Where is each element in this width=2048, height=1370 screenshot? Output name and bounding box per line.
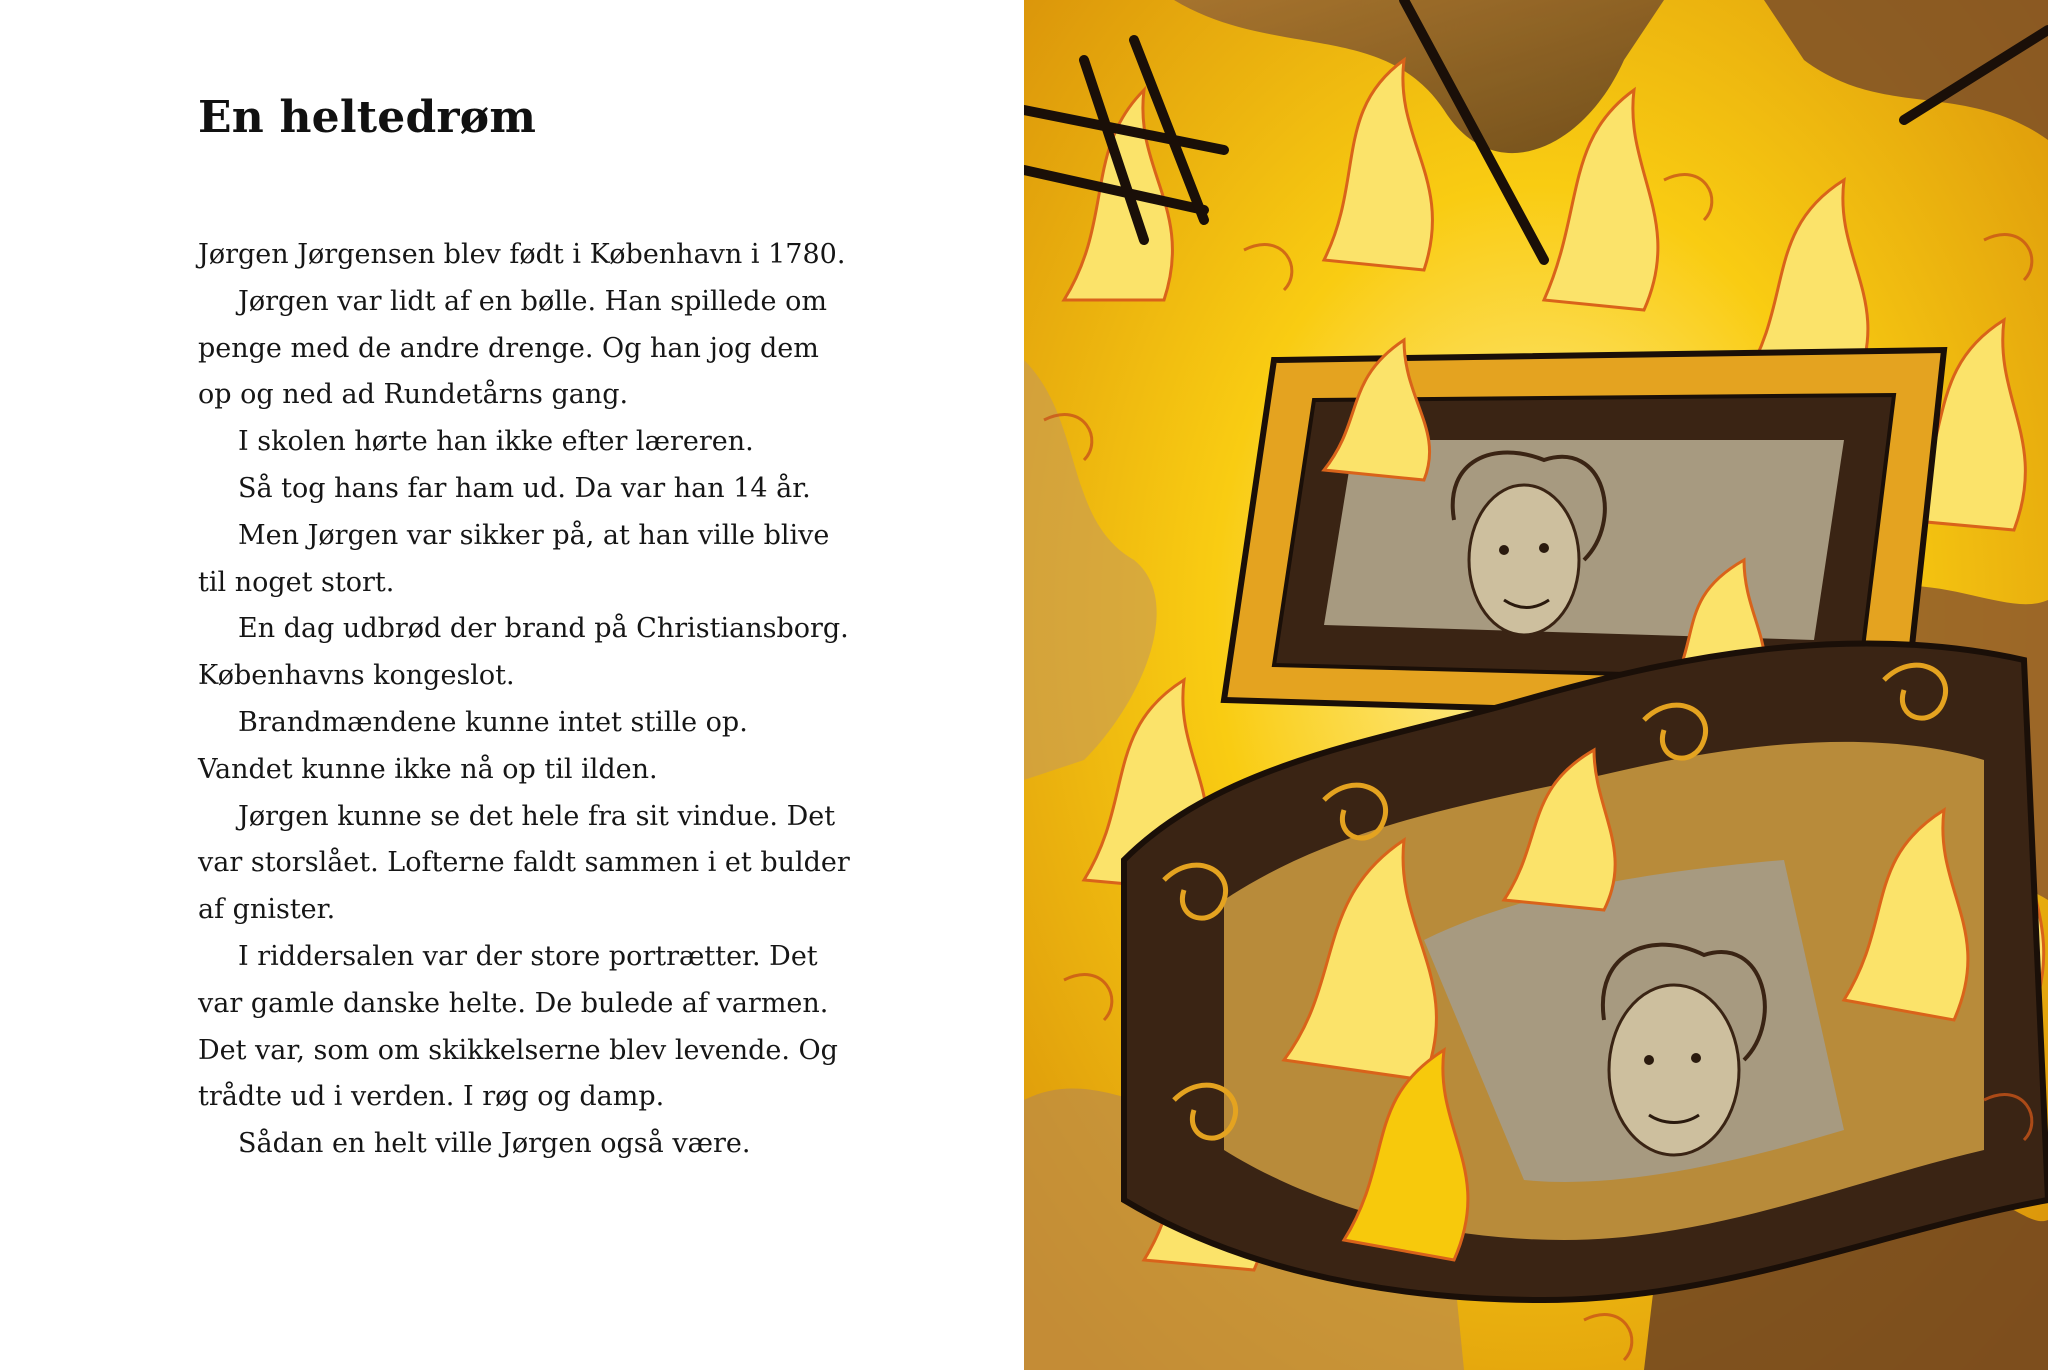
text-line: Vandet kunne ikke nå op til ilden. [198, 753, 658, 785]
text-line: var storslået. Lofterne faldt sammen i et bulder [198, 847, 850, 879]
text-line: penge med de andre drenge. Og han jog dem [198, 332, 819, 364]
text-line: Sådan en helt ville Jørgen også være. [238, 1128, 751, 1160]
text-line: I skolen hørte han ikke efter læreren. [238, 426, 754, 458]
text-line: Så tog hans far ham ud. Da var han 14 år. [238, 472, 811, 504]
text-line: Brandmændene kunne intet stille op. [238, 706, 748, 738]
text-line: Jørgen var lidt af en bølle. Han spillede om [238, 285, 827, 317]
text-line: til noget stort. [198, 566, 395, 598]
text-line: Jørgen kunne se det hele fra sit vindue. Det [238, 800, 836, 832]
story-text [198, 232, 858, 1168]
fire-illustration [1024, 0, 2048, 1370]
portrait-face-upper [1469, 485, 1579, 635]
text-line: var gamle danske helte. De bulede af varmen. [198, 987, 829, 1019]
text-line: Københavns kongeslot. [198, 660, 515, 692]
text-line: trådte ud i verden. I røg og damp. [198, 1081, 665, 1113]
text-line: I riddersalen var der store portrætter. Det [238, 940, 818, 972]
page-title: En heltedrøm [198, 92, 537, 143]
text-line: op og ned ad Rundetårns gang. [198, 379, 629, 411]
fire-illustration-art [1024, 0, 2048, 1370]
text-line: Jørgen Jørgensen blev født i København i 1780. [198, 239, 846, 270]
text-line: af gnister. [198, 894, 336, 926]
text-line: En dag udbrød der brand på Christiansborg. [238, 613, 849, 645]
text-line: Det var, som om skikkelserne blev levende. Og [198, 1034, 838, 1066]
text-line: Men Jørgen var sikker på, at han ville blive [238, 519, 830, 551]
portrait-face-lower [1609, 985, 1739, 1155]
